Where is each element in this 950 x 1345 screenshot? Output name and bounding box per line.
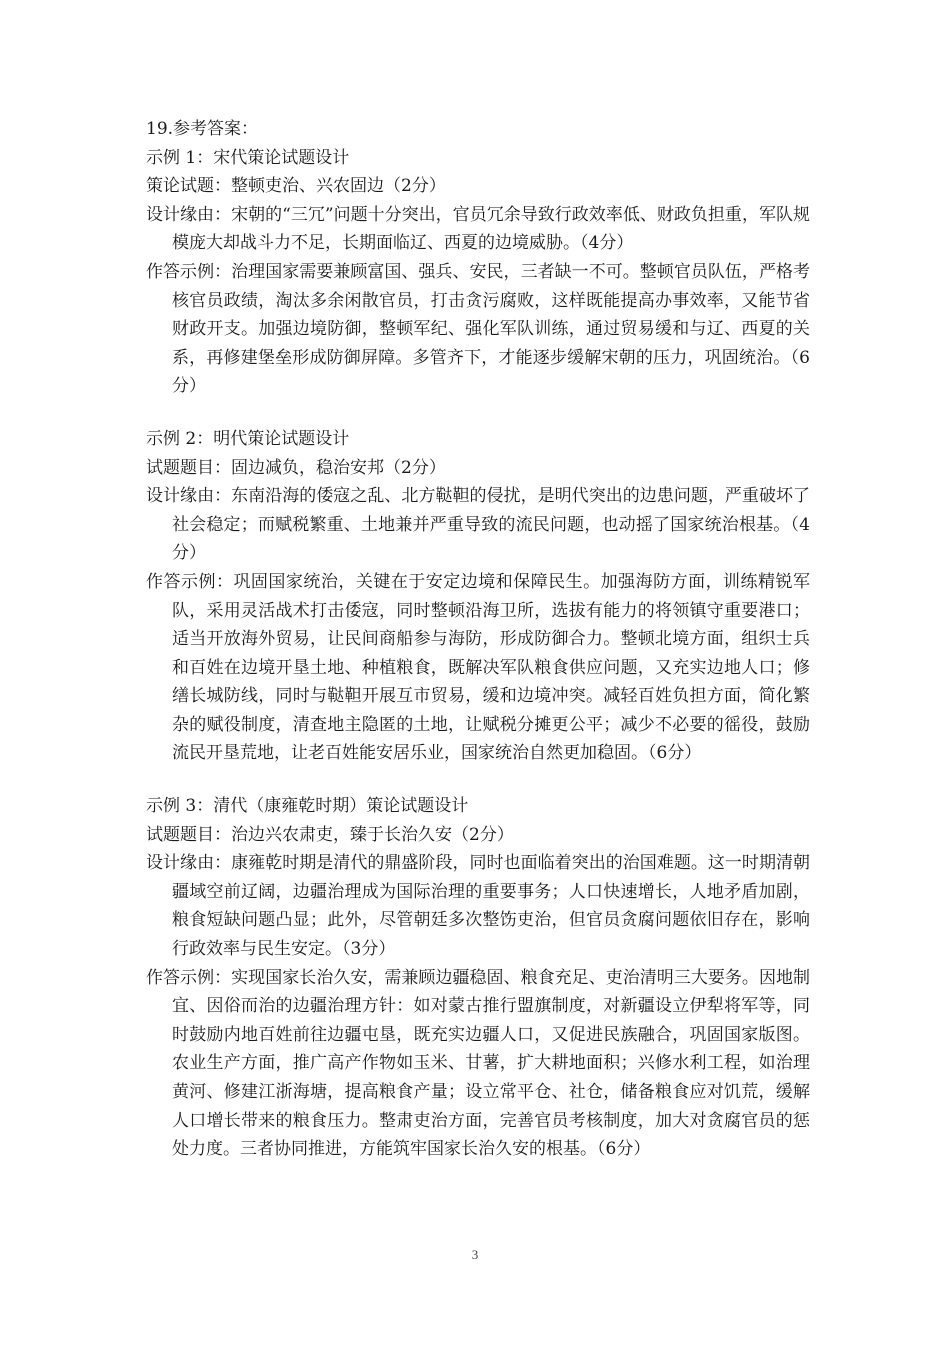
example-3 <box>146 792 810 1164</box>
spacer <box>146 768 810 792</box>
item-label: 试题题目： <box>146 824 231 845</box>
item-label: 设计缘由： <box>146 853 232 874</box>
example-heading: 示例 3：清代（康雍乾时期）策论试题设计 <box>146 796 469 817</box>
example-item <box>146 568 810 768</box>
page-number: 3 <box>471 1247 479 1262</box>
item-text: 整顿吏治、兴农固边（2分） <box>231 176 446 197</box>
example-item <box>146 201 810 258</box>
example-item <box>146 482 810 568</box>
item-label: 策论试题： <box>146 176 231 197</box>
example-heading: 示例 1：宋代策论试题设计 <box>146 147 350 168</box>
example-item <box>146 454 810 483</box>
item-label: 作答示例： <box>146 571 234 592</box>
item-text: 东南沿海的倭寇之乱、北方鞑靼的侵扰，是明代突出的边患问题，严重破坏了社会稳定；而赋税繁重、土地兼并严重导致的流民问题，也动摇了国家统治根基。（4分） <box>172 486 811 564</box>
example-item <box>146 172 810 201</box>
item-text: 宋朝的“三冗”问题十分突出，官员冗余导致行政效率低、财政负担重，军队规模庞大却战斗力不足，长期面临辽、西夏的边境威胁。（4分） <box>172 204 810 254</box>
example-1 <box>146 144 810 401</box>
item-label: 作答示例： <box>146 261 232 282</box>
item-label: 设计缘由： <box>146 486 232 507</box>
example-2 <box>146 425 810 768</box>
answer-section <box>146 115 810 1164</box>
item-text: 治边兴农肃吏，臻于长治久安（2分） <box>231 824 514 845</box>
example-item <box>146 964 810 1164</box>
spacer <box>146 401 810 425</box>
example-item <box>146 258 810 401</box>
example-heading: 示例 2：明代策论试题设计 <box>146 428 350 449</box>
example-item <box>146 821 810 850</box>
section-header: 19.参考答案： <box>146 119 259 139</box>
example-item <box>146 849 810 963</box>
item-text: 巩固国家统治，关键在于安定边境和保障民生。加强海防方面，训练精锐军队，采用灵活战术打击倭寇，同时整顿沿海卫所，选拔有能力的将领镇守重要港口；适当开放海外贸易，让民间商船参与海防，形成防御合力。整顿北境方面，组织士兵和百姓在边境开垦土地、种植粮食，既解决军队粮食供应问题，又充实边地人口；修缮长城防线，同时与鞑靼开展互市贸易，缓和边境冲突。减轻百姓负担方面，简化繁杂的赋役制度，清查地主隐匿的土地，让赋税分摊更公平；减少不必要的徭役，鼓励流民开垦荒地，让老百姓能安居乐业，国家统治自然更加稳固。（6分） <box>172 571 811 764</box>
item-label: 试题题目： <box>146 457 231 478</box>
item-text: 固边减负，稳治安邦（2分） <box>231 457 446 478</box>
item-text: 康雍乾时期是清代的鼎盛阶段，同时也面临着突出的治国难题。这一时期清朝疆域空前辽阔，边疆治理成为国际治理的重要事务；人口快速增长，人地矛盾加剧，粮食短缺问题凸显；此外，尽管朝廷多次整饬吏治，但官员贪腐问题依旧存在，影响行政效率与民生安定。（3分） <box>172 853 811 960</box>
item-text: 治理国家需要兼顾富国、强兵、安民，三者缺一不可。整顿官员队伍，严格考核官员政绩，淘汰多余闲散官员，打击贪污腐败，这样既能提高办事效率，又能节省财政开支。加强边境防御，整顿军纪、强化军队训练，通过贸易缓和与辽、西夏的关系，再修建堡垒形成防御屏障。多管齐下，才能逐步缓解宋朝的压力，巩固统治。（6分） <box>172 261 811 397</box>
item-label: 作答示例： <box>146 967 232 988</box>
item-label: 设计缘由： <box>146 204 232 225</box>
item-text: 实现国家长治久安，需兼顾边疆稳固、粮食充足、吏治清明三大要务。因地制宜、因俗而治的边疆治理方针：如对蒙古推行盟旗制度，对新疆设立伊犁将军等，同时鼓励内地百姓前往边疆屯垦，既充实边疆人口，又促进民族融合，巩固国家版图。农业生产方面，推广高产作物如玉米、甘薯，扩大耕地面积；兴修水利工程，如治理黄河、修建江浙海塘，提高粮食产量；设立常平仓、社仓，储备粮食应对饥荒，缓解人口增长带来的粮食压力。整肃吏治方面，完善官员考核制度，加大对贪腐官员的惩处力度。三者协同推进，方能筑牢国家长治久安的根基。（6分） <box>172 967 811 1160</box>
